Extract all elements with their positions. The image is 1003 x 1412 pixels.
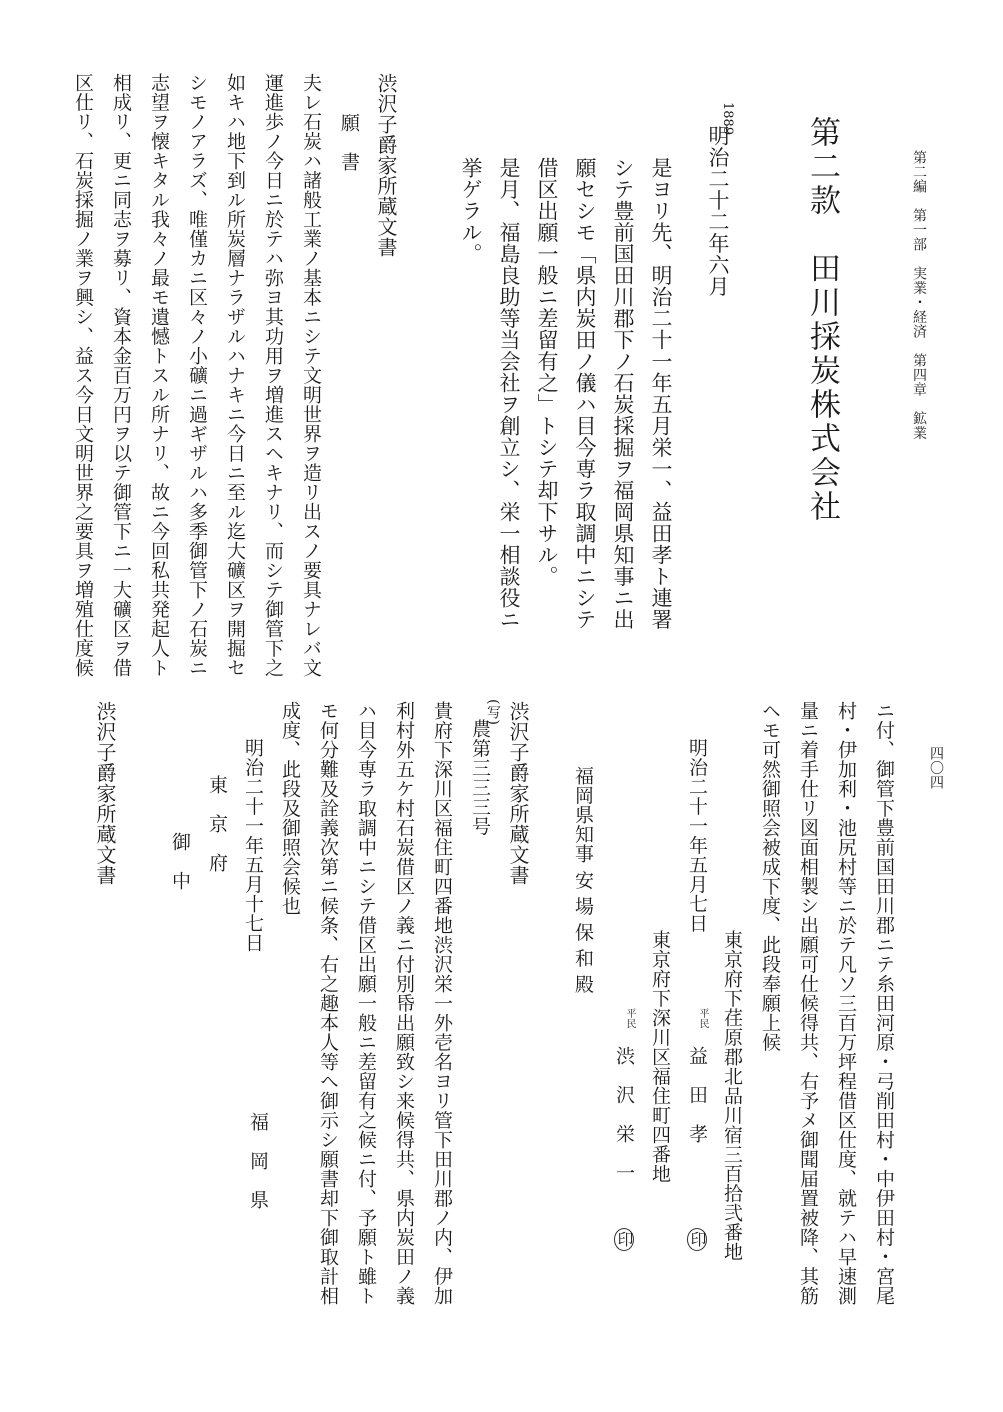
source-citation: 渋沢子爵家所蔵文書 xyxy=(93,701,117,886)
narrative-line: 挙ゲラル。 xyxy=(459,157,483,265)
addressee: 福岡県知事 安 場 保 和 殿 xyxy=(572,766,594,994)
signer-address: 東京府下深川区福住町四番地 xyxy=(649,930,671,1184)
signer-name: 渋 沢 栄 一 xyxy=(613,1046,635,1183)
signer-rank: 平民 xyxy=(624,1008,635,1029)
narrative-line: 借区出願一般ニ差留有之」トシテ却下サル。 xyxy=(535,157,559,587)
reply-line: 利村外五ケ村石炭借区ノ義ニ付別帋出願致シ来候得共、県内炭田ノ義 xyxy=(393,701,415,1306)
source-citation: 渋沢子爵家所蔵文書 xyxy=(506,701,530,886)
petition-line: シモノアラズ、唯僅カニ区々ノ小礦ニ過ギザルハ多季御管下ノ石炭ニ xyxy=(186,73,208,678)
narrative-line: 願セシモ「県内炭田ノ儀ハ目今専ラ取調中ニシテ xyxy=(573,157,597,630)
document-number: 農第三三三号 xyxy=(469,719,491,836)
petition-line: 夫レ石炭ハ諸般工業ノ基本ニシテ文明世界ヲ造リ出スノ要具ナレバ文 xyxy=(300,73,322,678)
continuation-line: 村・伊加利・池尻村等ニ於テ凡ソ三百万坪程借区仕度、就テハ早速測 xyxy=(835,701,857,1306)
continuation-line: 量ニ着手仕リ図面相製シ出願可仕候得共、右予メ御聞届置被降、其筋 xyxy=(797,701,819,1306)
document-label: 願 書 xyxy=(338,113,360,172)
petition-line: 区仕リ、石炭採掘ノ業ヲ興シ、益ス今日文明世界之要具ヲ増殖仕度候 xyxy=(72,73,94,678)
signer-name: 益 田 孝 xyxy=(686,1046,708,1144)
petition-line: 運進歩ノ今日ニ於テハ弥ヨ其功用ヲ増進スヘキナリ、而シテ御管下之 xyxy=(262,73,284,678)
source-citation: 渋沢子爵家所蔵文書 xyxy=(374,73,398,258)
narrative-line: 是月、福島良助等当会社ヲ創立シ、栄一相談役ニ xyxy=(497,157,521,630)
narrative-line: 是ヨリ先、明治二十一年五月栄一、益田孝ト連署 xyxy=(649,157,673,630)
narrative-line: シテ豊前国田川郡下ノ石炭採掘ヲ福岡県知事ニ出 xyxy=(611,157,635,630)
petition-line: 相成リ、更ニ同志ヲ募リ、資本金百万円ヲ以テ御管下ニ一大礦区ヲ借 xyxy=(110,73,132,678)
page-number: 四〇四 xyxy=(928,746,944,790)
signer-rank: 平民 xyxy=(697,1008,708,1029)
seal-mark: 印 xyxy=(614,1228,634,1251)
sender: 福 岡 県 xyxy=(247,1112,269,1210)
date-heading: 明治二十二年六月 xyxy=(706,125,730,297)
continuation-line: ニ付、御管下豊前国田川郡ニテ糸田河原・弓削田村・中伊田村・宮尾 xyxy=(873,701,895,1306)
petition-line: 志望ヲ懐キタル我々ノ最モ遺憾トスル所ナリ、故ニ今回私共発起人ト xyxy=(148,73,170,678)
seal-mark: 印 xyxy=(687,1228,707,1251)
continuation-line: ヘモ可然御照会被成下度、此段奉願上候 xyxy=(759,701,781,1052)
recipient: 東 京 府 xyxy=(206,775,228,873)
copy-mark: (写) xyxy=(485,699,501,726)
reply-date: 明治二十一年五月十七日 xyxy=(242,738,264,953)
petition-date: 明治二十一年五月七日 xyxy=(686,738,708,933)
recipient-honorific: 御 中 xyxy=(169,832,191,891)
section-title: 第二款 田川採炭株式会社 xyxy=(804,116,840,524)
reply-line: 成度、此段及御照会候也 xyxy=(279,701,301,916)
reply-line: 貴府下深川区福住町四番地渋沢栄一外壱名ヨリ管下田川郡ノ内、伊加 xyxy=(431,701,453,1306)
running-header: 第二編 第一部 実業・経済 第四章 鉱業 xyxy=(911,150,927,440)
signer-address: 東京府下荏原郡北品川宿三百拾弐番地 xyxy=(721,930,743,1262)
western-year: 1889 xyxy=(720,102,735,136)
petition-line: 如キハ地下到ル所炭層ナラザルハナキニ今日ニ至ル迄大礦区ヲ開掘セ xyxy=(224,73,246,678)
reply-line: モ何分難及詮義次第ニ候条、右之趣本人等へ御示シ願書却下御取計相 xyxy=(317,701,339,1306)
reply-line: ハ目今専ラ取調中ニシテ借区出願一般ニ差留有之候ニ付、予願ト雖ト xyxy=(355,701,377,1306)
